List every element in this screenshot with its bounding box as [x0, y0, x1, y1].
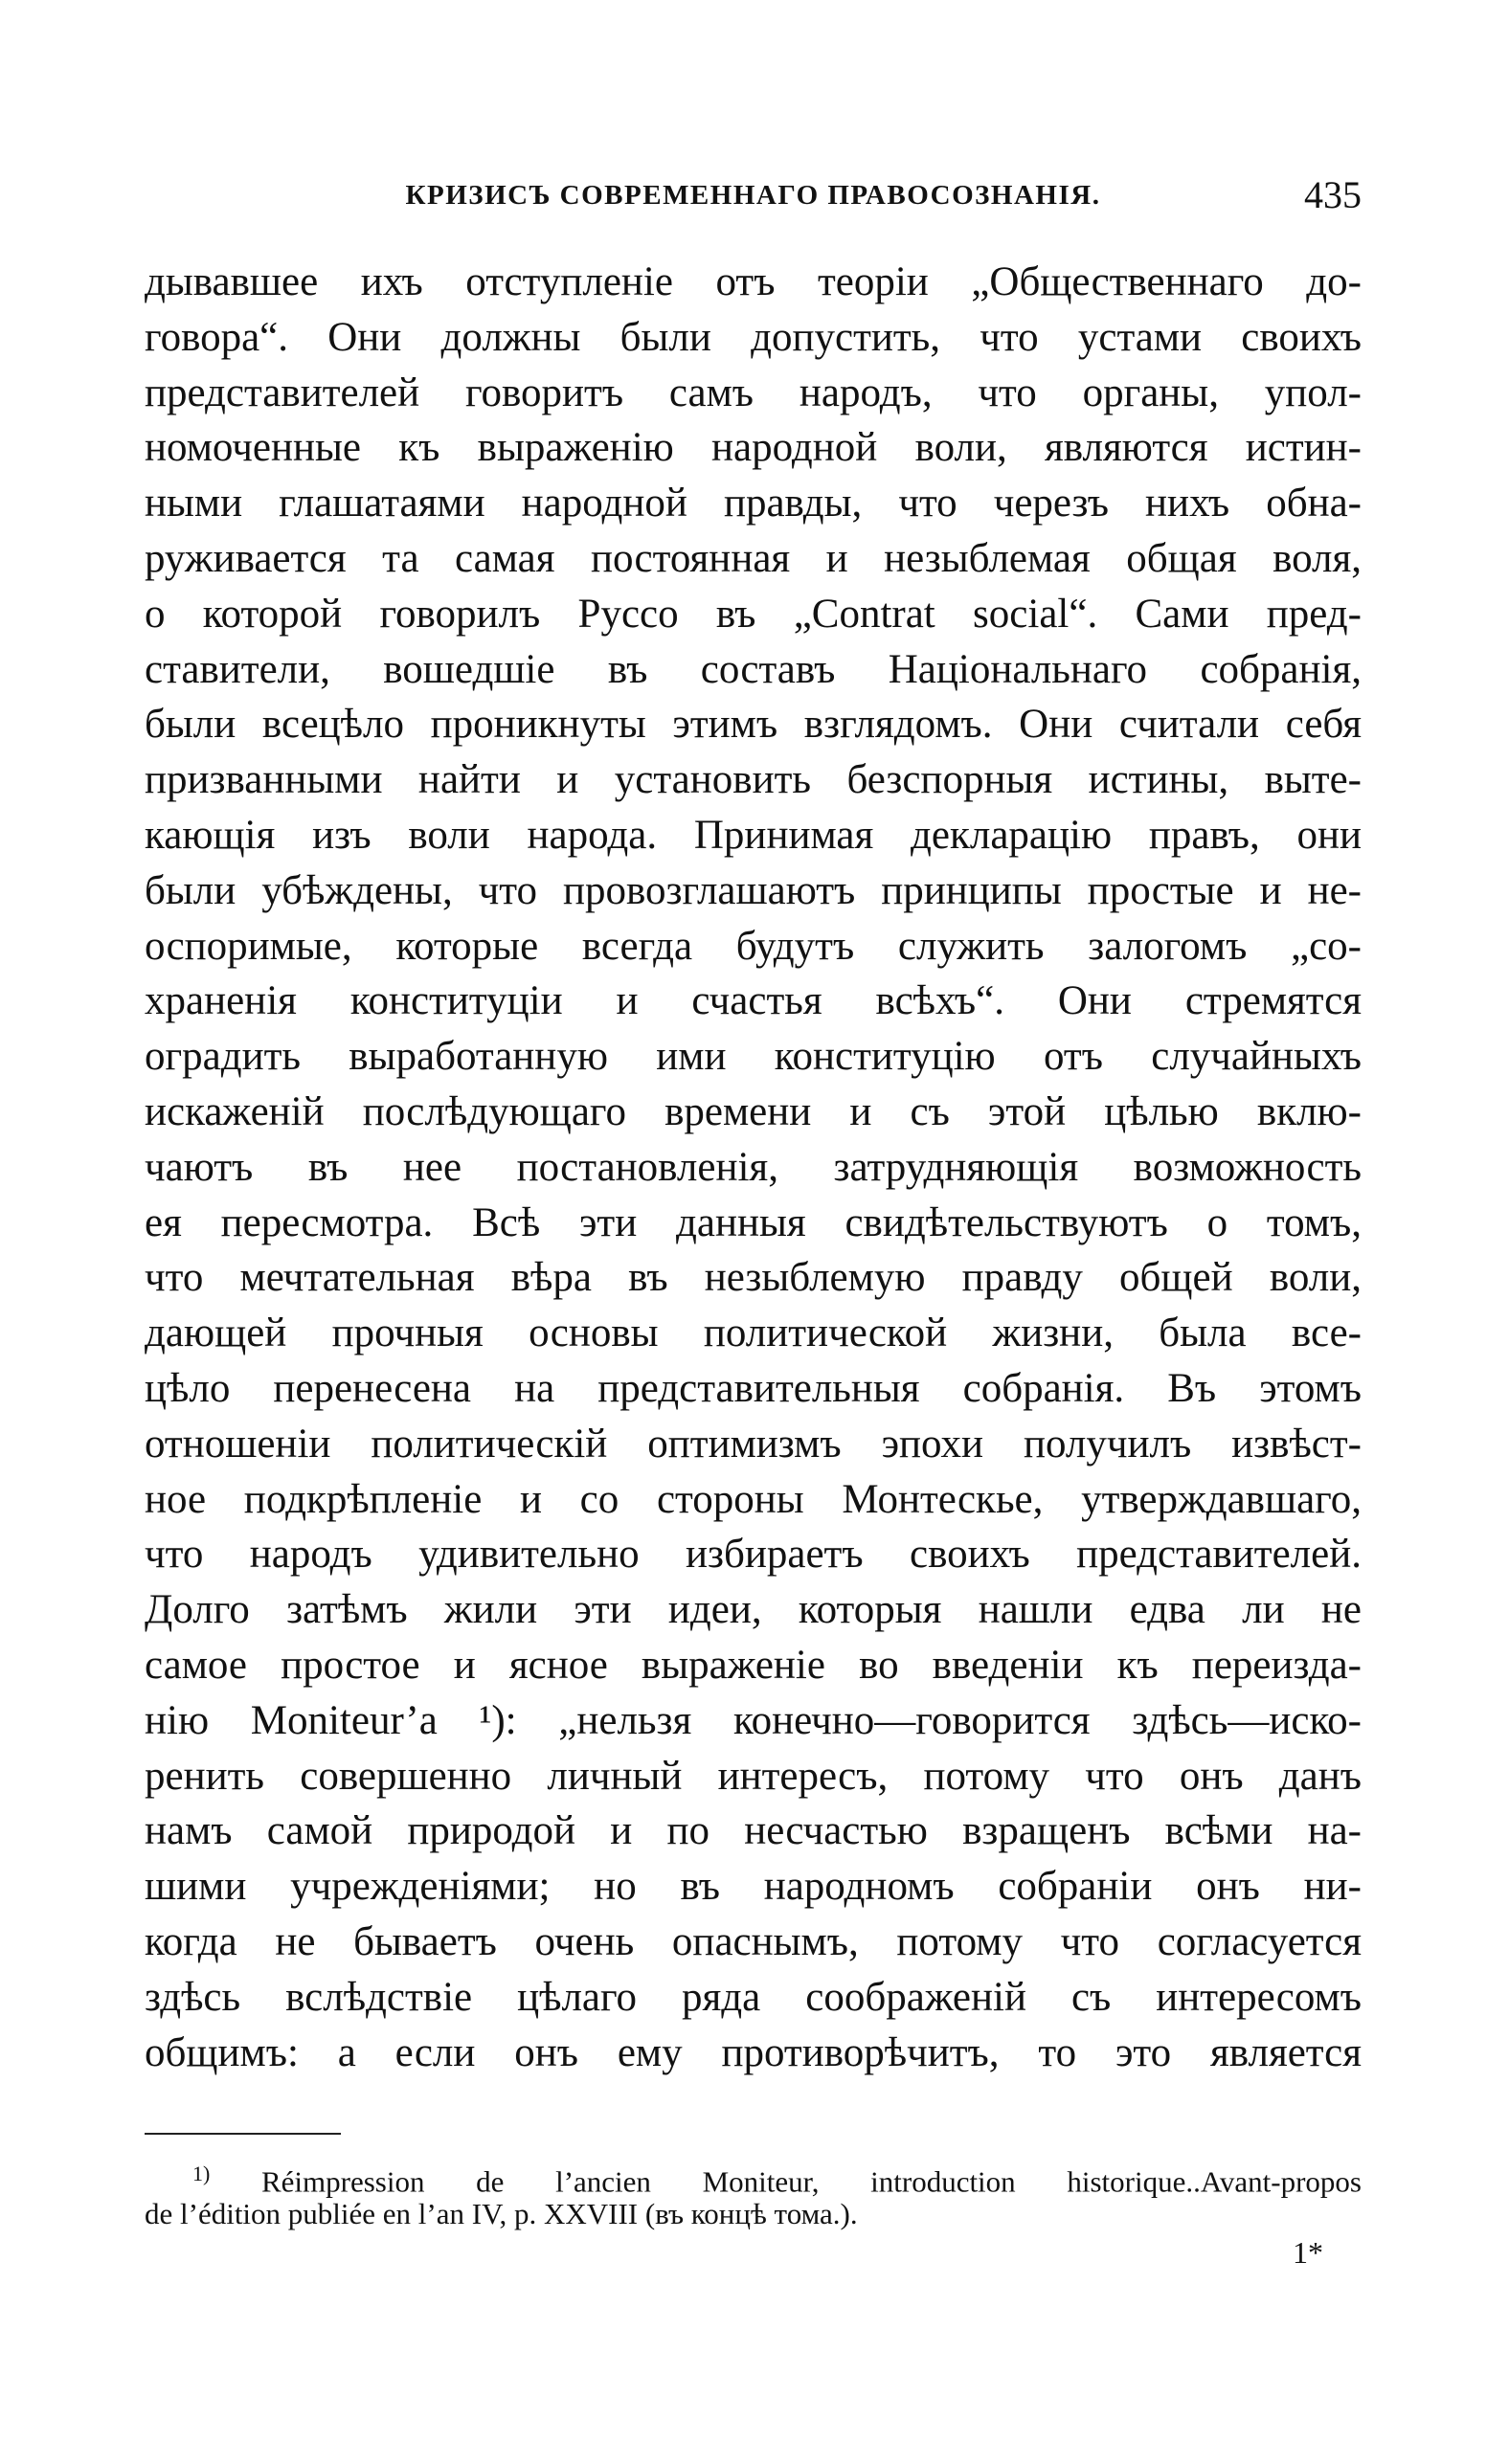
text-line: призванными найти и установить безспорныя истины, выте- — [145, 757, 1362, 803]
text-line: были всецѣло проникнуты этимъ взглядомъ. Они считали себя — [145, 702, 1362, 748]
text-line: дывавшее ихъ отступленіе отъ теоріи „Общественнаго до- — [145, 259, 1362, 304]
text-line: руживается та самая постоянная и незыблемая общая воля, — [145, 535, 1362, 581]
text-line: храненія конституціи и счастья всѣхъ“. Они стремятся — [145, 978, 1362, 1024]
text-line: что народъ удивительно избираетъ своихъ представителей. — [145, 1532, 1362, 1578]
text-line: общимъ: а если онъ ему противорѣчитъ, то это является — [145, 2029, 1362, 2075]
text-line: номоченные къ выраженію народной воли, являются истин- — [145, 425, 1362, 471]
text-line: ренить совершенно личный интересъ, потому что онъ данъ — [145, 1753, 1362, 1799]
text-line: шими учрежденіями; но въ народномъ собраніи онъ ни- — [145, 1864, 1362, 1910]
signature-mark: 1* — [1293, 2235, 1323, 2270]
text-line: чаютъ въ нее постановленія, затрудняющія возможность — [145, 1144, 1362, 1190]
text-line: Долго затѣмъ жили эти идеи, которыя нашли едва ли не — [145, 1587, 1362, 1633]
text-line: нію Moniteur’a ¹): „нельзя конечно—говорится здѣсь—иско- — [145, 1697, 1362, 1743]
body-text — [145, 255, 1362, 2080]
running-header — [145, 172, 1362, 220]
text-line: отношеніи политическій оптимизмъ эпохи получилъ извѣст- — [145, 1421, 1362, 1467]
text-line: оградить выработанную ими конституцію отъ случайныхъ — [145, 1034, 1362, 1080]
text-line: были убѣждены, что провозглашаютъ принципы простые и не- — [145, 867, 1362, 913]
running-title: КРИЗИСЪ СОВРЕМЕННАГО ПРАВОСОЗНАНІЯ. — [405, 180, 1101, 211]
footnote — [145, 2154, 1362, 2234]
text-line: дающей прочныя основы политической жизни, была все- — [145, 1310, 1362, 1356]
text-line: представителей говоритъ самъ народъ, что органы, упол- — [145, 370, 1362, 415]
text-line: говора“. Они должны были допустить, что устами своихъ — [145, 314, 1362, 360]
text-line: искаженій послѣдующаго времени и съ этой цѣлью вклю- — [145, 1088, 1362, 1134]
text-line: кающія изъ воли народа. Принимая декларацію правъ, они — [145, 812, 1362, 858]
footnote-separator — [145, 2133, 341, 2135]
text-line: оспоримые, которые всегда будутъ служить залогомъ „со- — [145, 923, 1362, 969]
footnote-marker: 1) — [192, 2162, 211, 2185]
text-line: цѣло перенесена на представительныя собранія. Въ этомъ — [145, 1365, 1362, 1411]
text-line: самое простое и ясное выраженіе во введеніи къ переизда- — [145, 1642, 1362, 1688]
footnote-line: de l’édition publiée en l’an IV, p. XXVIII (въ концѣ тома.). — [145, 2197, 858, 2230]
text-line: о которой говорилъ Руссо въ „Contrat social“. Сами пред- — [145, 591, 1362, 637]
text-line: ставители, вошедшіе въ составъ Національнаго собранія, — [145, 646, 1362, 692]
text-line: ное подкрѣпленіе и со стороны Монтескье, утверждавшаго, — [145, 1476, 1362, 1522]
text-line: ными глашатаями народной правды, что черезъ нихъ обна- — [145, 481, 1362, 526]
text-line: здѣсь вслѣдствіе цѣлаго ряда соображеній съ интересомъ — [145, 1974, 1362, 2020]
text-line: намъ самой природой и по несчастью взращенъ всѣми на- — [145, 1808, 1362, 1854]
text-line: когда не бываетъ очень опаснымъ, потому что согласуется — [145, 1918, 1362, 1964]
page-number: 435 — [1304, 173, 1362, 216]
footnote-text: Réimpression de l’ancien Moniteur, introduction historique..Avant-propos — [261, 2164, 1362, 2199]
text-line: что мечтательная вѣра въ незыблемую правду общей воли, — [145, 1255, 1362, 1301]
footnote-line — [145, 2154, 1362, 2199]
text-line: ея пересмотра. Всѣ эти данныя свидѣтельствуютъ о томъ, — [145, 1199, 1362, 1245]
